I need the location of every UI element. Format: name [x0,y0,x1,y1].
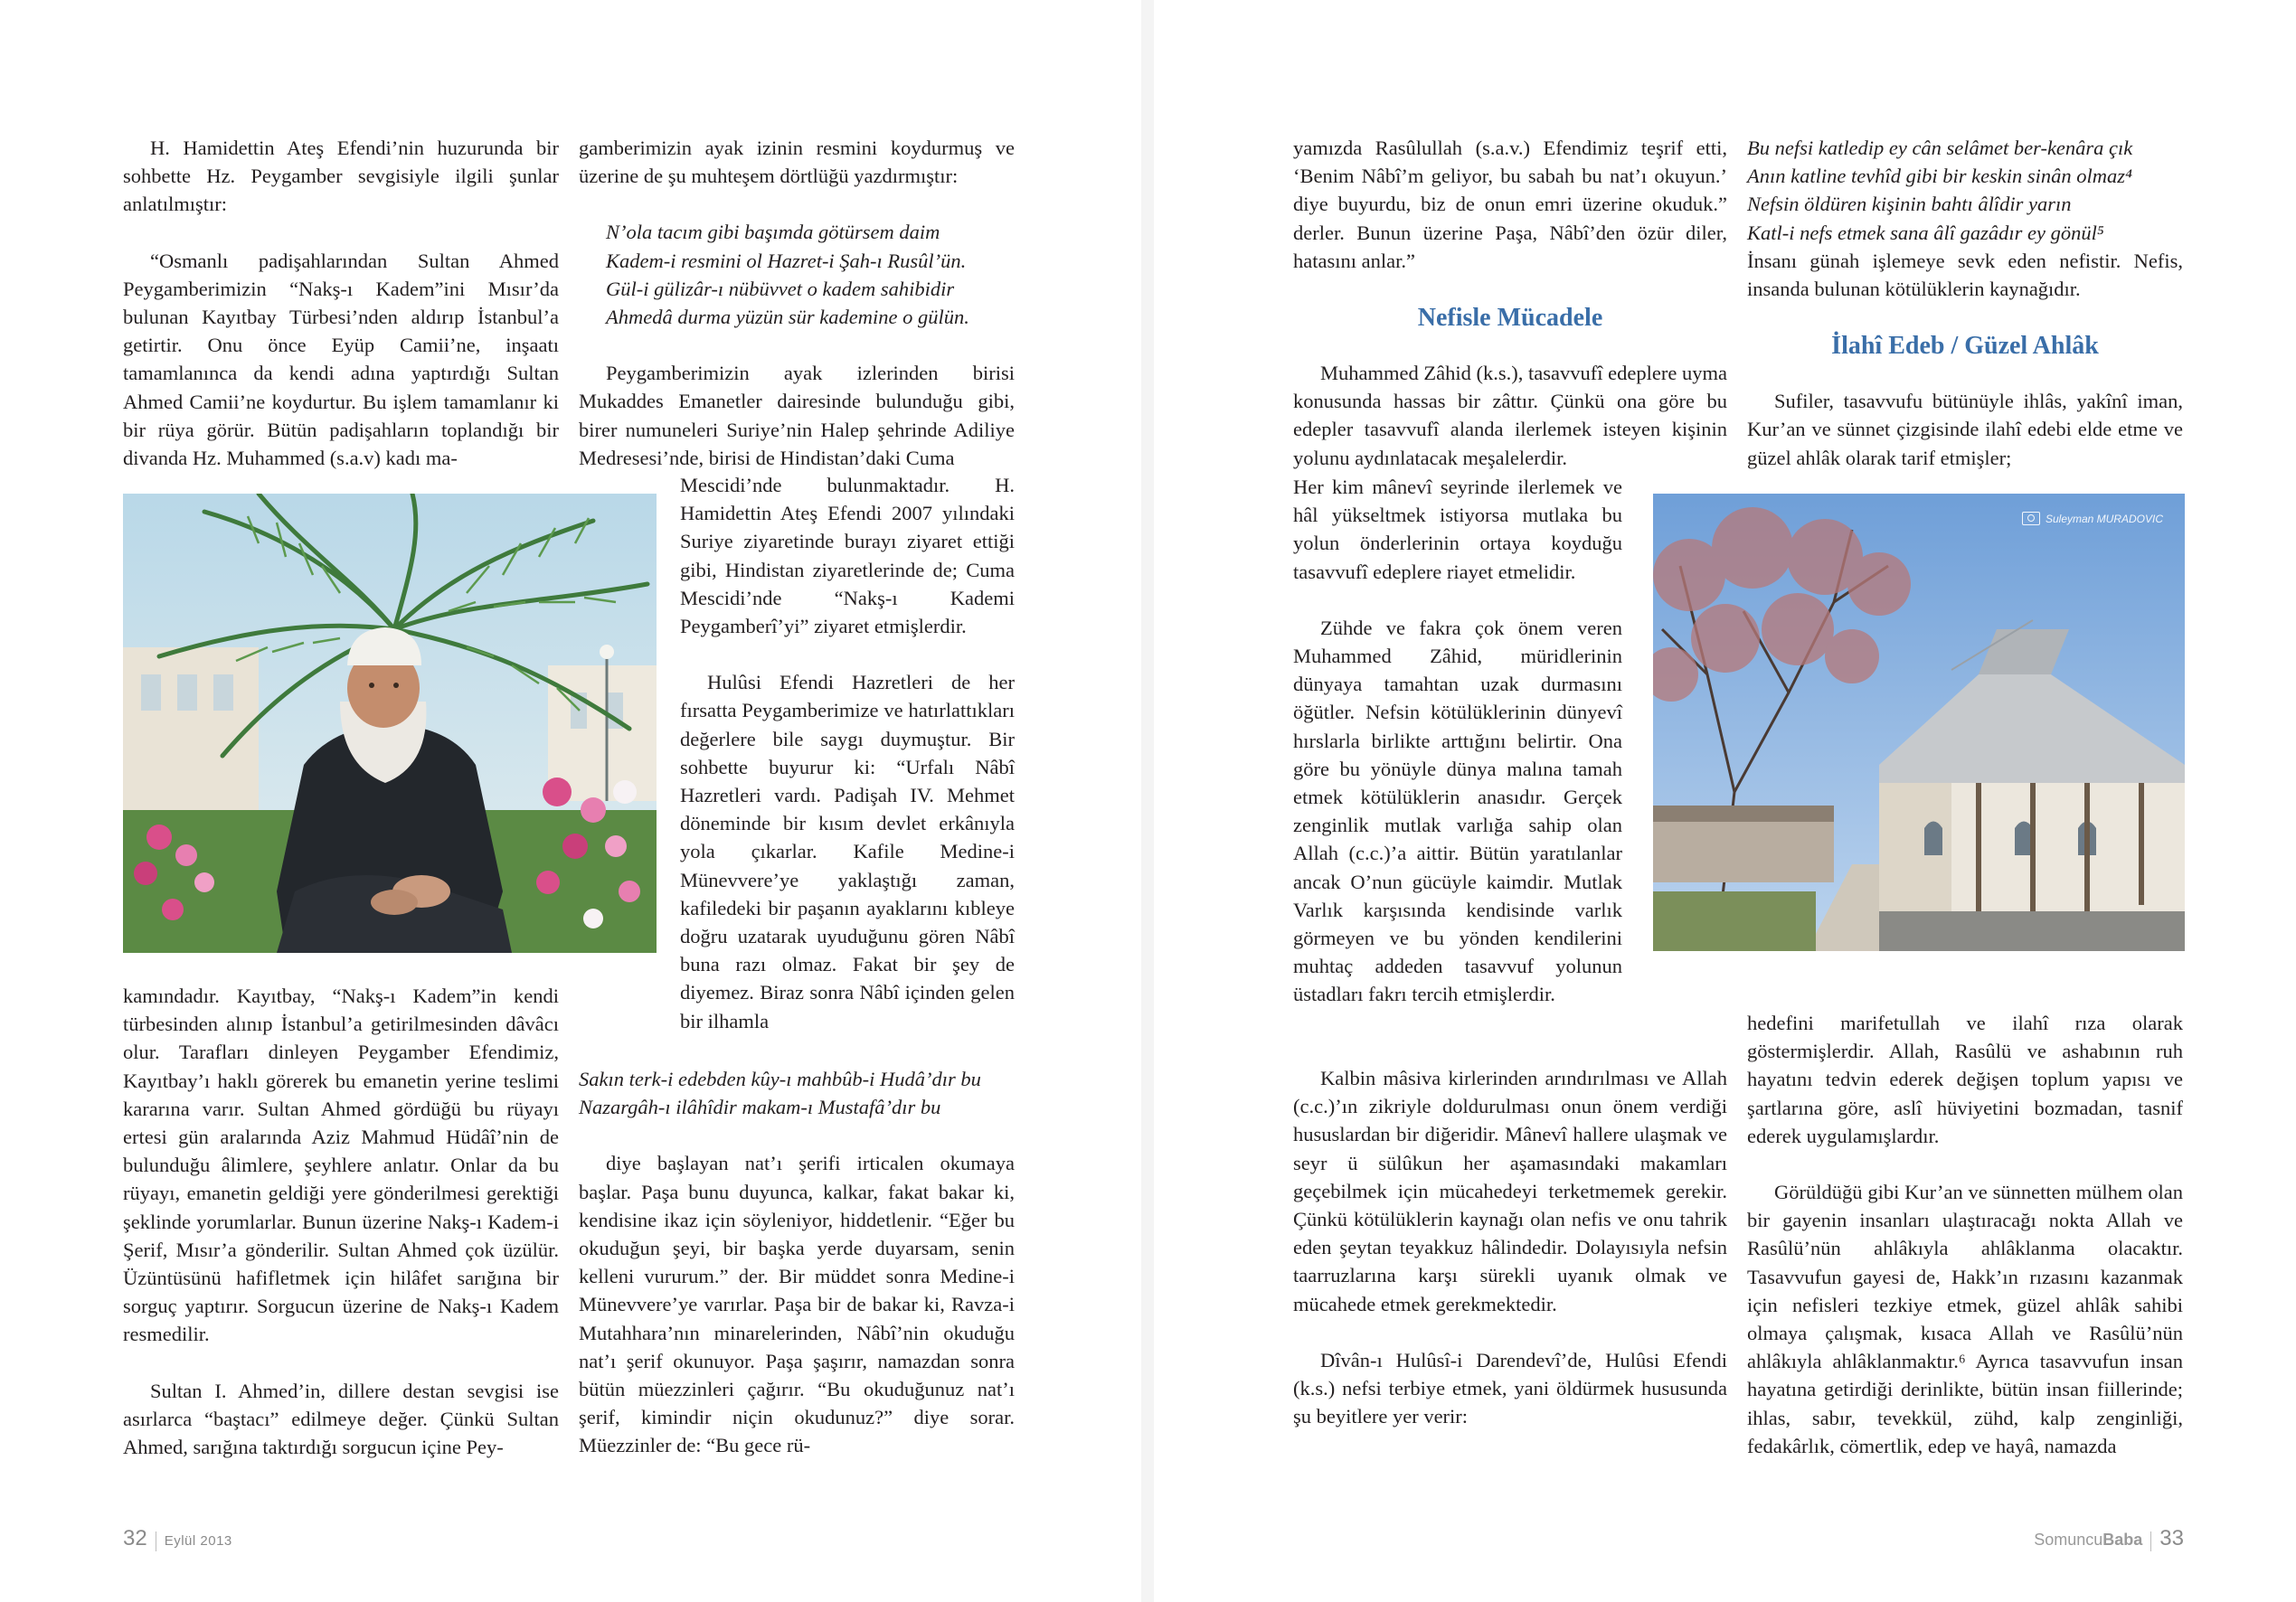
paragraph: Hulûsi Efendi Hazretleri de her fırsatta Peygamberimize ve hatırlattıkları değerlere bile saygı duymuştur. Bir sohbette buyurur ki: “Urfalı Nâbî Hazretleri vardı. Padişah IV. Mehmet döneminde bir kısım devlet erkânıyla yola çıkarlar. Kafile Medine-i Münevvere’ye yaklaştığı zaman, kafiledeki bir paşanın ayaklarını kıbleye doğru uzatarak uyuduğunu gören Nâbî buna razı olmaz. Fakat bir şey de diyemez. Biraz sonra Nâbî içinden gelen bir ilhamla [680,671,1015,1032]
right-page [1154,0,2296,1602]
photo-elderly-man [123,494,657,953]
page-folio-left [123,1526,232,1551]
paragraph: Her kim mânevî seyrinde ilerlemek ve hâl yükseltmek istiyorsa mutlaka bu yolun önderlerinin ortaya koyduğu tasavvufî edeplere riayet etmelidir. [1293,476,1622,583]
left-page [0,0,1141,1602]
paragraph: Sufiler, tasavvufu bütünüyle ihlâs, yakînî iman, Kur’an ve sünnet çizgisinde ilahî edebi elde etme ve güzel ahlâk olarak tarif etmişler; [1747,390,2183,469]
paragraph: Görüldüğü gibi Kur’an ve sünnetten mülhem olan bir gayenin insanları ulaştıracağı nokta Allah ve Rasûlü’nün ahlâkıyla ahlâklanma olacaktır. Tasavvufun gayesi de, Hakk’ın rızasını kazanmak için nefisleri tezkiye etmek, güzel ahlâk sahibi olmaya çalışmak, kısaca Allah ve Rasûlü’nün ahlâkıyla ahlâklanmaktır.⁶ Ayrıca tasavvufun insan hayatına getirdiği derinlikte, bütün insan fiillerinde; ihlas, sabır, tevekkül, zühd, kalp zenginliği, fedakârlık, cömertlik, edep ve hayâ, namazda [1747,1181,2183,1457]
right-col2 [1747,134,2183,500]
mosque-illustration [1653,494,2185,951]
right-col2-bottom [1747,1009,2183,1488]
poem-couplet [579,1065,1015,1121]
verse-line: Gül-i gülizâr-ı nübüvvet o kadem sahibidir [606,277,955,300]
folio-divider [2150,1531,2151,1551]
magazine-name-part: Baba [2102,1531,2143,1549]
page-gutter [1141,0,1154,1602]
paragraph: yamızda Rasûlullah (s.a.v.) Efendimiz teşrif etti, ‘Benim Nâbî’m geliyor, bu sabah bu nat’ı okuyun.’ diye buyurdu, biz de onun emri üzerine okuduk.” derler. Bunun üzerine Paşa, Nâbî’den özür diler, hatasını anlar.” [1293,137,1727,272]
paragraph: Sultan I. Ahmed’in, dillere destan sevgisi ise asırlarca “baştacı” edilmeye değer. Çünkü Sultan Ahmed, sarığına taktırdığı sorgucun içine Pey- [123,1379,559,1459]
paragraph: Kalbin mâsiva kirlerinden arındırılması ve Allah (c.c.)’ın zikriyle doldurulması onun önem verdiği hususlardan bir diğeridir. Mânevî hallere ulaşmak ve seyr ü sülûkun her aşamasındaki makamları geçebilmek için mücahedeyi terketmemek gerekir. Çünkü kötülüklerin kaynağı olan nefis ve onu tahrik eden şeytan teyakkuz hâlindedir. Dolayısıyla nefsin taarruzlarına karşı sürekli uyanık olmak ve mücahede etmek gerekmektedir. [1293,1067,1727,1315]
paragraph: Dîvân-ı Hulûsî-i Darendevî’de, Hulûsi Efendi (k.s.) nefsi terbiye etmek, yani öldürmek hususunda şu beyitlere yer verir: [1293,1348,1727,1428]
verse-line: Nefsin öldüren kişinin bahtı âlîdir yarın [1747,193,2072,216]
page-number: 33 [2159,1526,2184,1550]
photo-credit-text: Suleyman MURADOVIC [2045,512,2163,525]
paragraph: Muhammed Zâhid (k.s.), tasavvufî edeplere uyma konusunda hassas bir zâttır. Çünkü ona göre bu edepler tasavvufî alanda ilerlemek isteyen kişinin yolunu aydınlatacak meşalelerdir. [1293,362,1727,469]
elderly-man-illustration [123,494,657,953]
right-col1-narrow [1293,473,1622,1037]
paragraph: “Osmanlı padişahlarından Sultan Ahmed Peygamberimizin “Nakş-ı Kadem”ini Mısır’da bulunan Kayıtbay Türbesi’nden aldırıp İstanbul’a getirtir. Onu önce Eyüp Camii’ne, inşaatı tamamlanınca da kendi adına yaptırdığı Sultan Ahmed Camii’ne koydurtur. Bu işlem tamamlanır ki bir rüya görür. Bütün padişahların toplandığı bir divanda Hz. Muhammed (s.a.v) kadı ma- [123,249,559,470]
section-heading: Nefisle Mücadele [1417,304,1603,333]
photo-mosque [1653,494,2185,951]
verse-line: Sakın terk-i edebden kûy-ı mahbûb-i Hudâ’dır bu [579,1068,981,1090]
magazine-name-part: Somuncu [2034,1531,2103,1549]
left-col1-bottom [123,982,559,1489]
verse-line: Nazargâh-ı ilâhîdir makam-ı Mustafâ’dır bu [579,1096,941,1119]
left-col2-bottom [579,1065,1015,1488]
right-col1 [1293,134,1727,472]
paragraph: kamındadır. Kayıtbay, “Nakş-ı Kadem”in kendi türbesinden alınıp İstanbul’a getirilmesinden dâvâcı olur. Tarafları dinleyen Peygamber Efendimiz, Kayıtbay’ı haklı görerek bu emanetin yerine teslimi kararına varır. Sultan Ahmed gördüğü bu rüyayı ertesi gün aralarında Aziz Mahmud Hüdâî’nin de bulunduğu âlimlere, şeyhlere anlatır. Onlar da bu rüyayı, emanetin geldiği yere gönderilmesi gerektiği şeklinde yorumlarlar. Bunun üzerine Nakş-ı Kadem-i Şerif, Mısır’a gönderilir. Sultan Ahmed çok üzülür. Üzüntüsünü hafifletmek için hilâfet sarığına bir sorguç yaptırır. Sorgucun üzerine de Nakş-ı Kadem resmedilir. [123,985,559,1346]
paragraph: Peygamberimizin ayak izlerinden birisi Mukaddes Emanetler dairesinde bulunduğu gibi, birer numuneleri Suriye’nin Halep şehrinde Adiliye Medresesi’nde, birisi de Hindistan’daki Cuma [579,362,1015,469]
paragraph: hedefini marifetullah ve ilahî rıza olarak göstermişlerdir. Allah, Rasûlü ve ashabının ruh hayatını tedvin ederek değişen toplum yapısı ve şartlarına göre, aslî hüviyetini bozmadan, tasnif ederek uygulamışlardır. [1747,1012,2183,1147]
magazine-name [2034,1531,2142,1549]
right-col1-bottom [1293,1064,1727,1458]
page-folio-right [2034,1526,2184,1551]
paragraph: Zühde ve fakra çok önem veren Muhammed Zâhid, müridlerinin dünyaya tamahtan uzak durmasını öğütler. Nefsin kötülüklerinin dünyevî hırslarla birlikte arttığını belirtir. Ona göre bu yönüyle dünya malına tamah etmek kötülüklerin anasıdır. Gerçek zenginlik mutlak varlığa sahip olan Allah (c.c.)’a aittir. Bütün yaratılanlar ancak O’nun gücüyle kaimdir. Mutlak Varlık karşısında kendisinde varlık görmeyen ve bu yönden kendilerini muhtaç addeden tasavvuf yolunun üstadları fakrı tercih etmişlerdir. [1293,616,1622,1006]
left-col1-top [123,134,559,500]
paragraph: gamberimizin ayak izinin resmini koydurmuş ve üzerine de şu muhteşem dörtlüğü yazdırmıştır: [579,137,1015,188]
poem-quatrain [579,218,1015,331]
paragraph: diye başlayan nat’ı şerifi irticalen okumaya başlar. Paşa bunu duyunca, kalkar, fakat bakar ki, kendisine ikaz için söyleniyor, hiddetlenir. “Eğer bu okuduğun şeyi, bir başka yerde duyarsam, senin kelleni vururum.” der. Bir müddet sonra Medine-i Münevvere’ye varırlar. Paşa bir de bakar ki, Ravza-i Mutahhara’nın minarelerinden, Nâbî’nin okuduğu nat’ı şerif okunuyor. Paşa şaşırır, namazdan sonra bütün müezzinleri çağırır. “Bu okuduğunuz nat’ı şerif, kimindir niçin okudunuz?” diye sorar. Müezzinler de: “Bu gece rü- [579,1152,1015,1457]
paragraph: H. Hamidettin Ateş Efendi’nin huzurunda bir sohbette Hz. Peygamber sevgisiyle ilgili şunlar anlatılmıştır: [123,137,559,216]
verse-line: Ahmedâ durma yüzün sür kademine o gülün. [606,306,969,329]
verse-line: Kadem-i resmini ol Hazret-i Şah-ı Rusûl’ün. [606,249,967,272]
photo-credit [2022,512,2163,525]
camera-icon [2022,512,2040,525]
page-number: 32 [123,1526,147,1550]
paragraph: İnsanı günah işlemeye sevk eden nefistir. Nefis, insanda bulunan kötülüklerin kaynağıdır. [1747,249,2183,301]
poem-verses [1747,134,2183,247]
paragraph: Mescidi’nde bulunmaktadır. H. Hamidettin Ateş Efendi 2007 yılındaki Suriye ziyaretinde burayı ziyaret ettiği gibi, Hindistan ziyaretlerinde de; Cuma Mescidi’nde “Nakş-ı Kademi Peygamberî’yi” ziyaret etmişlerdir. [680,474,1015,638]
section-heading: İlahî Edeb / Güzel Ahlâk [1831,332,2099,361]
left-col2 [579,134,1015,472]
issue-date: Eylül 2013 [164,1533,232,1549]
verse-line: Anın katline tevhîd gibi bir keskin sinân olmaz⁴ [1747,165,2132,188]
left-col2-narrow [680,471,1015,1035]
verse-line: N’ola tacım gibi başımda götürsem daim [606,221,940,244]
verse-line: Bu nefsi katledip ey cân selâmet ber-kenâra çık [1747,137,2133,159]
verse-line: Katl-i nefs etmek sana âlî gazâdır ey gönül⁵ [1747,221,2104,244]
